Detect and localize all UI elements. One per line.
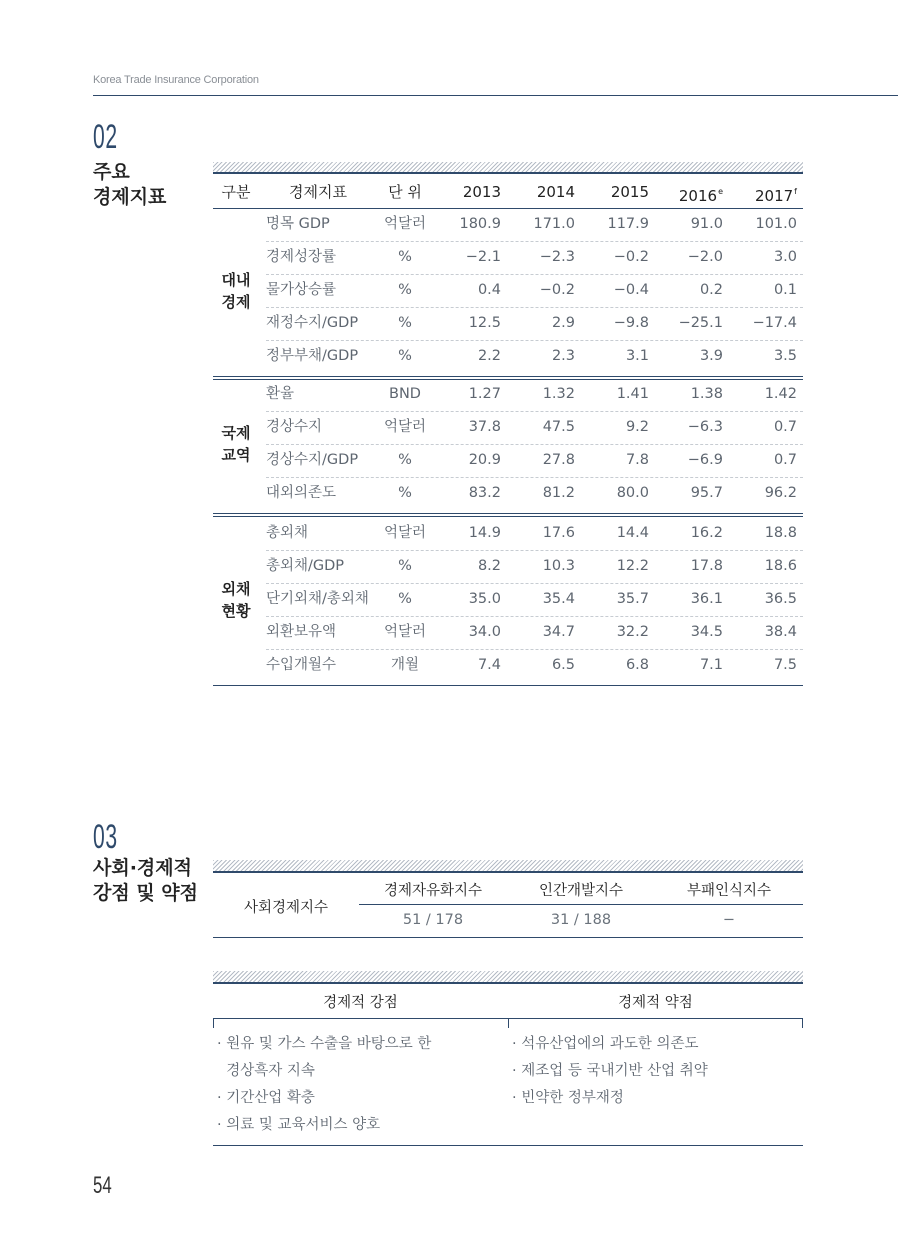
value-cell: 7.8 xyxy=(625,452,649,468)
indicator-name: 경상수지/GDP xyxy=(266,452,359,468)
year-label: 2015 xyxy=(610,183,649,201)
header-year xyxy=(653,174,723,210)
weaknesses-title: 경제적 약점 xyxy=(618,995,693,1011)
table-top-rule xyxy=(213,982,803,984)
value-cell: 7.1 xyxy=(699,657,723,673)
indicator-name: 환율 xyxy=(266,386,295,402)
value-cell: 27.8 xyxy=(542,452,575,468)
strength-item: 경상흑자 지속 xyxy=(217,1063,315,1079)
index-header: 인간개발지수 xyxy=(538,883,624,899)
value-cell: 1.42 xyxy=(764,386,797,402)
value-cell: 9.2 xyxy=(625,419,649,435)
index-header-rule xyxy=(359,904,803,905)
indicator-name: 대외의존도 xyxy=(266,485,337,501)
indicator-name: 총외채 xyxy=(266,525,309,541)
year-label: 2016 xyxy=(678,187,718,205)
forecast-mark: f xyxy=(794,187,797,196)
value-cell: −25.1 xyxy=(678,315,723,331)
indicator-name: 정부부채/GDP xyxy=(266,348,359,364)
value-cell: 96.2 xyxy=(764,485,797,501)
value-cell: 0.2 xyxy=(699,282,723,298)
value-cell: 0.7 xyxy=(773,452,797,468)
value-cell: −0.2 xyxy=(613,249,649,265)
table-header-row xyxy=(213,174,803,210)
value-cell: −6.9 xyxy=(687,452,723,468)
table-row xyxy=(213,616,803,648)
section-title-line: 사회·경제적 xyxy=(93,857,192,879)
indicator-name: 수입개월수 xyxy=(266,657,337,673)
index-value: 51 / 178 xyxy=(402,912,464,928)
table-row xyxy=(213,307,803,339)
value-cell: 17.6 xyxy=(542,525,575,541)
value-cell: 18.8 xyxy=(764,525,797,541)
group-bottom-rule xyxy=(213,685,803,686)
group-bottom-rule xyxy=(213,513,803,514)
value-cell: 2.9 xyxy=(551,315,575,331)
bracket-tick xyxy=(213,1018,214,1028)
value-cell: 36.1 xyxy=(690,591,723,607)
header-rule xyxy=(93,95,898,96)
value-cell: 3.0 xyxy=(773,249,797,265)
value-cell: 37.8 xyxy=(468,419,501,435)
indicator-name: 경상수지 xyxy=(266,419,323,435)
bracket-tick xyxy=(508,1018,509,1028)
indicator-name: 경제성장률 xyxy=(266,249,337,265)
value-cell: 6.5 xyxy=(551,657,575,673)
value-cell: 3.9 xyxy=(699,348,723,364)
weakness-item: · 석유산업에의 과도한 의존도 xyxy=(512,1036,699,1052)
value-cell: −2.1 xyxy=(465,249,501,265)
value-cell: 117.9 xyxy=(607,216,649,232)
value-cell: 1.32 xyxy=(542,386,575,402)
strength-item: · 의료 및 교육서비스 양호 xyxy=(217,1117,381,1133)
header-year xyxy=(505,174,575,210)
value-cell: 32.2 xyxy=(616,624,649,640)
section-title-line: 주요 xyxy=(93,161,130,183)
value-cell: 0.1 xyxy=(773,282,797,298)
index-header: 부패인식지수 xyxy=(686,883,772,899)
value-cell: 20.9 xyxy=(468,452,501,468)
value-cell: 95.7 xyxy=(690,485,723,501)
value-cell: 1.38 xyxy=(690,386,723,402)
value-cell: 38.4 xyxy=(764,624,797,640)
table-row xyxy=(213,411,803,443)
header-org: Korea Trade Insurance Corporation xyxy=(93,74,259,86)
header-year xyxy=(579,174,649,210)
value-cell: 1.41 xyxy=(616,386,649,402)
indicator-name: 재정수지/GDP xyxy=(266,315,359,331)
group-label-line: 외채 xyxy=(221,579,251,598)
value-cell: 12.2 xyxy=(616,558,649,574)
header-indicator: 경제지표 xyxy=(289,183,347,201)
value-cell: −17.4 xyxy=(752,315,797,331)
index-table-bottom-rule xyxy=(213,937,803,938)
indicator-unit: % xyxy=(398,558,412,574)
value-cell: 35.4 xyxy=(542,591,575,607)
indicator-name: 총외채/GDP xyxy=(266,558,345,574)
value-cell: 8.2 xyxy=(477,558,501,574)
value-cell: 80.0 xyxy=(616,485,649,501)
group-bottom-rule xyxy=(213,376,803,377)
value-cell: 7.5 xyxy=(773,657,797,673)
table-row xyxy=(213,208,803,240)
section-title xyxy=(93,160,166,210)
hatch-band xyxy=(213,860,803,871)
index-header: 경제자유화지수 xyxy=(383,883,483,899)
indicator-unit: BND xyxy=(389,386,421,402)
value-cell: 17.8 xyxy=(690,558,723,574)
estimate-mark: e xyxy=(718,187,723,196)
value-cell: 1.27 xyxy=(468,386,501,402)
socio-index-label: 사회경제지수 xyxy=(243,900,329,916)
table-row xyxy=(213,340,803,372)
table-row xyxy=(213,378,803,410)
sw-table-bottom-rule xyxy=(213,1145,803,1146)
strength-item: · 기간산업 확충 xyxy=(217,1090,315,1106)
bracket-tick xyxy=(802,1018,803,1028)
value-cell: 47.5 xyxy=(542,419,575,435)
value-cell: 6.8 xyxy=(625,657,649,673)
table-top-rule xyxy=(213,871,803,873)
value-cell: −6.3 xyxy=(687,419,723,435)
header-year xyxy=(431,174,501,210)
value-cell: 3.5 xyxy=(773,348,797,364)
value-cell: 101.0 xyxy=(755,216,797,232)
value-cell: −0.4 xyxy=(613,282,649,298)
year-label: 2013 xyxy=(462,183,501,201)
group-label-line: 대내 xyxy=(221,270,251,289)
group-label-line: 현황 xyxy=(221,601,251,620)
value-cell: 81.2 xyxy=(542,485,575,501)
indicator-unit: % xyxy=(398,452,412,468)
weakness-item: · 제조업 등 국내기반 산업 취약 xyxy=(512,1063,708,1079)
value-cell: 34.0 xyxy=(468,624,501,640)
group-label-line: 국제 xyxy=(221,424,251,442)
section-number: 02 xyxy=(93,118,118,156)
indicator-unit: 억달러 xyxy=(383,216,427,232)
section-title-line: 경제지표 xyxy=(93,186,167,208)
value-cell: 3.1 xyxy=(625,348,649,364)
value-cell: −2.0 xyxy=(687,249,723,265)
value-cell: −9.8 xyxy=(613,315,649,331)
value-cell: 18.6 xyxy=(764,558,797,574)
indicator-unit: % xyxy=(398,485,412,501)
table-row xyxy=(213,274,803,306)
indicator-unit: 개월 xyxy=(390,657,419,673)
value-cell: 12.5 xyxy=(468,315,501,331)
section-number: 03 xyxy=(93,818,118,856)
value-cell: −2.3 xyxy=(539,249,575,265)
year-label: 2014 xyxy=(536,183,575,201)
table-row xyxy=(213,550,803,582)
indicator-name: 단기외채/총외채 xyxy=(266,591,369,607)
indicator-unit: % xyxy=(398,348,412,364)
indicator-unit: % xyxy=(398,282,412,298)
value-cell: 10.3 xyxy=(542,558,575,574)
table-row xyxy=(213,583,803,615)
indicator-unit: 억달러 xyxy=(383,525,427,541)
value-cell: 0.4 xyxy=(477,282,501,298)
indicator-name: 외환보유액 xyxy=(266,624,337,640)
page-number: 54 xyxy=(93,1172,112,1199)
header-unit: 단 위 xyxy=(388,183,422,201)
indicator-unit: % xyxy=(398,591,412,607)
section-title-line: 강점 및 약점 xyxy=(93,882,198,904)
weakness-item: · 빈약한 정부재정 xyxy=(512,1090,624,1106)
value-cell: 35.7 xyxy=(616,591,649,607)
header-group: 구분 xyxy=(221,183,251,201)
group-label-line: 교역 xyxy=(221,446,251,464)
table-row xyxy=(213,517,803,549)
value-cell: 34.7 xyxy=(542,624,575,640)
group-label-line: 경제 xyxy=(221,292,251,311)
value-cell: 35.0 xyxy=(468,591,501,607)
value-cell: 171.0 xyxy=(533,216,575,232)
strengths-title: 경제적 강점 xyxy=(323,995,398,1011)
indicator-name: 명목 GDP xyxy=(266,216,330,232)
indicator-unit: 억달러 xyxy=(383,624,427,640)
value-cell: 2.2 xyxy=(477,348,501,364)
indicator-name: 물가상승률 xyxy=(266,282,337,298)
indicator-unit: % xyxy=(398,315,412,331)
hatch-band xyxy=(213,971,803,982)
value-cell: 91.0 xyxy=(690,216,723,232)
value-cell: −0.2 xyxy=(539,282,575,298)
value-cell: 16.2 xyxy=(690,525,723,541)
value-cell: 7.4 xyxy=(477,657,501,673)
value-cell: 34.5 xyxy=(690,624,723,640)
table-row xyxy=(213,241,803,273)
indicator-unit: % xyxy=(398,249,412,265)
index-value: 31 / 188 xyxy=(550,912,612,928)
strength-item: · 원유 및 가스 수출을 바탕으로 한 xyxy=(217,1036,432,1052)
section-title xyxy=(93,856,198,906)
header-year xyxy=(727,174,797,210)
value-cell: 14.9 xyxy=(468,525,501,541)
index-value: − xyxy=(722,912,736,928)
value-cell: 36.5 xyxy=(764,591,797,607)
value-cell: 0.7 xyxy=(773,419,797,435)
year-label: 2017 xyxy=(754,187,794,205)
value-cell: 83.2 xyxy=(468,485,501,501)
table-row xyxy=(213,444,803,476)
value-cell: 2.3 xyxy=(551,348,575,364)
value-cell: 180.9 xyxy=(459,216,501,232)
table-row xyxy=(213,649,803,681)
value-cell: 14.4 xyxy=(616,525,649,541)
indicator-unit: 억달러 xyxy=(383,419,427,435)
table-row xyxy=(213,477,803,509)
